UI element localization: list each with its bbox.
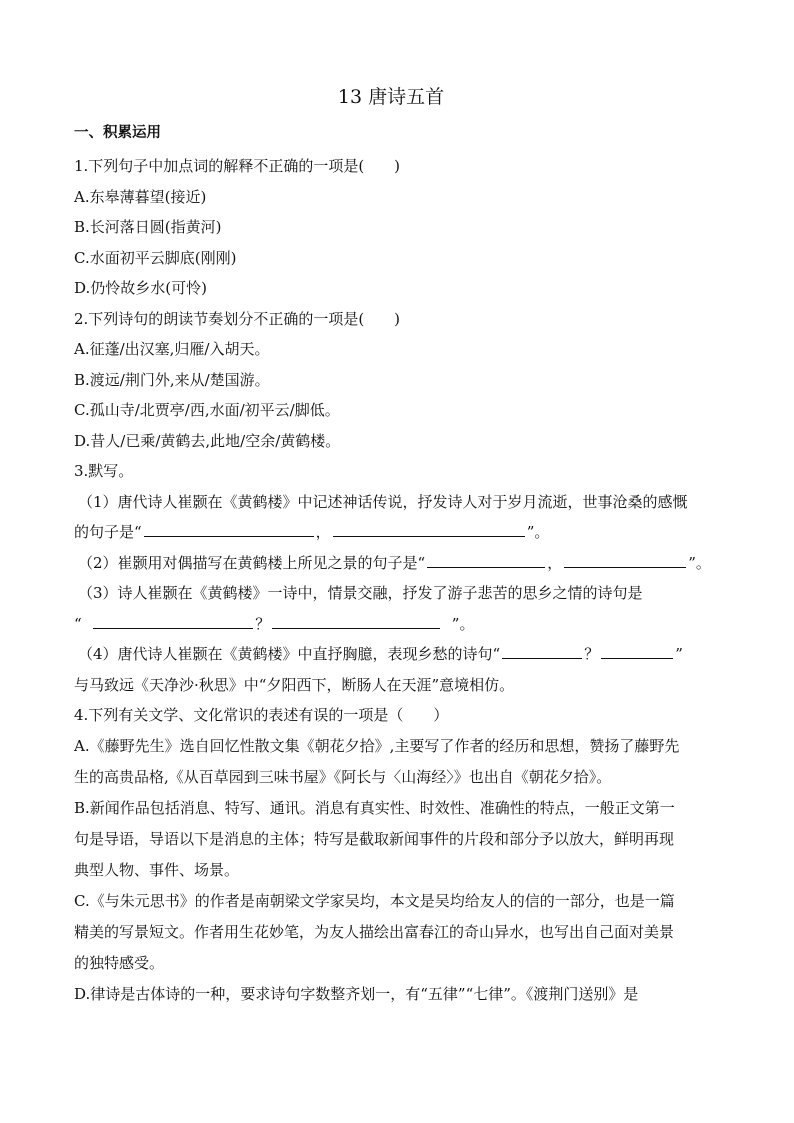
sub-question-1-blanks bbox=[74, 517, 708, 548]
text-suffix: ”。 bbox=[688, 553, 711, 572]
option-text-line: B.新闻作品包括消息、特写、通讯。消息有真实性、时效性、准确性的特点，一般正文第一 bbox=[74, 798, 675, 817]
option-text-line: C.《与朱元思书》的作者是南朝梁文学家吴均，本文是吴均给友人的信的一部分，也是一篇 bbox=[74, 891, 675, 910]
text-separator: ？ bbox=[584, 645, 600, 663]
sub-question-4-blanks bbox=[74, 639, 708, 670]
question-stem: 4.下列有关文学、文化常识的表述有误的一项是（ ） bbox=[74, 706, 449, 724]
option-text-line: 生的高贵品格,《从百草园到三味书屋》《阿长与〈山海经〉》也出自《朝花夕拾》。 bbox=[74, 767, 612, 786]
option-d bbox=[74, 979, 708, 1010]
option-c: C.水面初平云脚底(刚刚) bbox=[74, 248, 237, 267]
option-a: A.征蓬/出汉塞,归雁/入胡天。 bbox=[74, 340, 270, 358]
option-text-line: 句是导语，导语以下是消息的主体；特写是截取新闻事件的片段和部分予以放大，鲜明再现 bbox=[74, 829, 675, 848]
option-b: B.渡远/荆门外,来从/楚国游。 bbox=[74, 370, 270, 389]
text-prefix: （2）崔颢用对偶描写在黄鹤楼上所见之景的句子是“ bbox=[78, 553, 426, 572]
option-a: A.东皋薄暮望(接近) bbox=[74, 187, 207, 206]
question-2 bbox=[74, 304, 708, 457]
sub-question-3-blanks bbox=[74, 609, 708, 640]
option-text-line: 典型人物、事件、场景。 bbox=[74, 860, 240, 879]
option-b: B.长河落日圆(指黄河) bbox=[74, 218, 222, 236]
text-prefix: 的句子是“ bbox=[74, 523, 142, 541]
text-prefix: “ bbox=[74, 614, 82, 633]
text-suffix: ”。 bbox=[451, 614, 475, 633]
answer-blank[interactable] bbox=[93, 614, 253, 629]
option-text-line: A.《藤野先生》选自回忆性散文集《朝花夕拾》,主要写了作者的经历和思想，赞扬了藤野先 bbox=[74, 736, 680, 755]
option-d: D.昔人/已乘/黄鹤去,此地/空余/黄鹤楼。 bbox=[74, 431, 341, 450]
sub-question-2 bbox=[74, 548, 711, 579]
question-stem: 2.下列诗句的朗读节奏划分不正确的一项是( ) bbox=[74, 309, 401, 328]
sub-question-3-text: （3）诗人崔颢在《黄鹤楼》一诗中，情景交融，抒发了游子悲苦的思乡之情的诗句是 bbox=[78, 584, 643, 602]
text-separator: ， bbox=[547, 553, 563, 572]
sub-question-1-text: （1）唐代诗人崔颢在《黄鹤楼》中记述神话传说，抒发诗人对于岁月流逝，世事沧桑的感慨 bbox=[78, 492, 688, 511]
question-4 bbox=[74, 700, 708, 1010]
section-heading: 一、积累运用 bbox=[74, 125, 161, 141]
text-suffix: ” bbox=[675, 645, 683, 663]
question-stem: 3.默写。 bbox=[74, 462, 134, 480]
answer-blank[interactable] bbox=[427, 553, 545, 568]
text-separator: ？ bbox=[255, 614, 271, 633]
option-text-line: 精美的写景短文。作者用生花妙笔，为友人描绘出富春江的奇山异水，也写出自己面对美景 bbox=[74, 922, 675, 941]
answer-blank[interactable] bbox=[601, 644, 673, 659]
answer-blank[interactable] bbox=[333, 522, 525, 537]
text-prefix: （4）唐代诗人崔颢在《黄鹤楼》中直抒胸臆，表现乡愁的诗句“ bbox=[78, 645, 501, 663]
option-text-line: 的独特感受。 bbox=[74, 953, 165, 972]
option-a bbox=[74, 731, 708, 793]
answer-blank[interactable] bbox=[272, 614, 440, 629]
sub-question-4-text: 与马致远《天净沙·秋思》中“夕阳西下，断肠人在天涯”意境相仿。 bbox=[74, 675, 515, 694]
question-1 bbox=[74, 151, 708, 304]
page-title: 13 唐诗五首 bbox=[337, 86, 445, 108]
question-stem: 1.下列句子中加点词的解释不正确的一项是( ) bbox=[74, 157, 401, 175]
answer-blank[interactable] bbox=[564, 553, 686, 568]
answer-blank[interactable] bbox=[144, 522, 314, 537]
text-suffix: ”。 bbox=[526, 523, 550, 541]
option-d: D.仍怜故乡水(可怜) bbox=[74, 279, 207, 297]
text-separator: ， bbox=[315, 523, 331, 541]
option-c: C.孤山寺/北贾亭/西,水面/初平云/脚低。 bbox=[74, 401, 340, 419]
option-c bbox=[74, 886, 708, 979]
option-b bbox=[74, 793, 708, 886]
answer-blank[interactable] bbox=[502, 644, 582, 659]
option-text-line: D.律诗是古体诗的一种，要求诗句字数整齐划一，有“五律”“七律”。《渡荆门送别》是 bbox=[74, 984, 639, 1003]
question-3 bbox=[74, 456, 711, 700]
